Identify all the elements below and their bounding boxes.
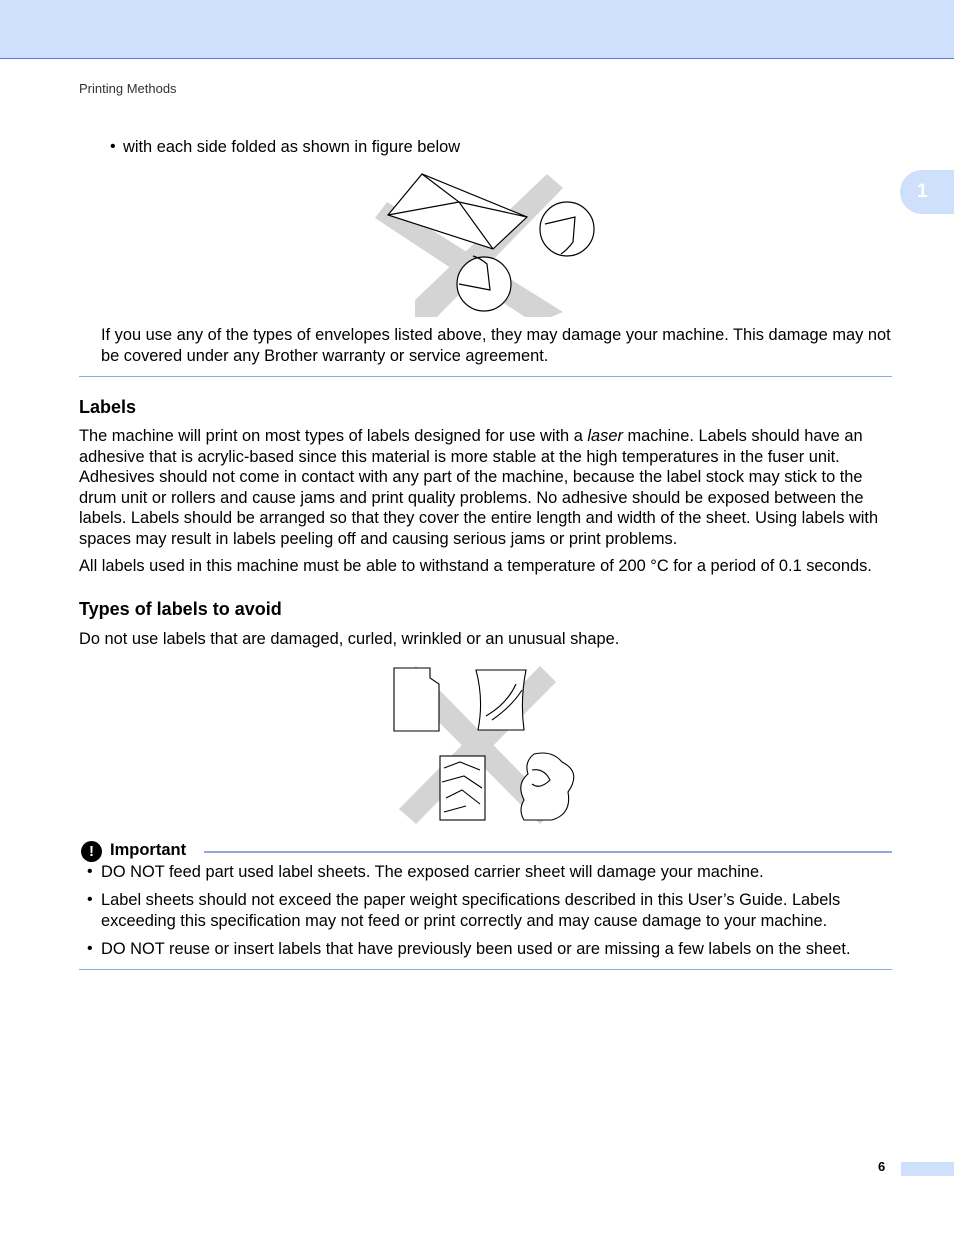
labels-text-emphasis: laser [587, 427, 623, 445]
chapter-tab [900, 170, 954, 214]
odd-shaped-label [521, 753, 574, 820]
damaged-labels-figure [392, 664, 582, 826]
important-end-rule [79, 969, 892, 970]
important-rule [204, 851, 892, 853]
labels-paragraph [79, 426, 894, 549]
section-divider [79, 376, 892, 377]
bullet-dot: • [87, 940, 93, 957]
page-number-bar [901, 1162, 954, 1176]
fold-detail-bottom [457, 257, 511, 311]
envelope-bullet-text: with each side folded as shown in figure below [123, 138, 461, 156]
important-item: DO NOT feed part used label sheets. The exposed carrier sheet will damage your machine. [101, 863, 764, 881]
folded-envelope-figure [375, 172, 600, 317]
labels-text-end: machine. Labels should have an adhesive that is acrylic-based since this material is more stable at the high temperatures in the fuser unit. Adhesives should not come in contact with any part of the machine, because the label stock may stick to the drum unit or rollers and cause jams and print quality problems. No adhesive should be exposed between the labels. Labels should be arranged so that they cover the entire length and width of the sheet. Using labels with spaces may result in labels peeling off and causing serious jams or print problems. [79, 427, 879, 548]
page-number: 6 [878, 1159, 886, 1174]
section-title: Printing Methods [79, 81, 177, 96]
important-item: DO NOT reuse or insert labels that have previously been used or are missing a few labels on the sheet. [101, 940, 851, 958]
chapter-number: 1 [917, 181, 928, 202]
bullet-dot: • [110, 138, 116, 155]
important-label: Important [110, 841, 187, 859]
important-item: Label sheets should not exceed the paper weight specifications described in this User’s Guide. Labels exceeding this specification may not feed or print correctly and may cause damage to your machine. [101, 891, 841, 930]
important-icon: ! [81, 841, 102, 862]
top-header-band [0, 0, 954, 59]
bullet-dot: • [87, 891, 93, 908]
curled-label [476, 670, 526, 730]
torn-label [394, 668, 439, 731]
labels-text-start: The machine will print on most types of labels designed for use with a [79, 427, 588, 445]
envelope-warning: If you use any of the types of envelopes listed above, they may damage your machine. This damage may not be covered under any Brother warranty or service agreement. [101, 326, 891, 365]
temperature-paragraph: All labels used in this machine must be able to withstand a temperature of 200 °C for a period of 0.1 seconds. [79, 557, 872, 575]
avoid-text: Do not use labels that are damaged, curled, wrinkled or an unusual shape. [79, 630, 620, 648]
fold-detail-right [540, 202, 594, 256]
bullet-dot: • [87, 863, 93, 880]
wrinkled-label [440, 756, 485, 820]
avoid-heading: Types of labels to avoid [79, 599, 282, 619]
labels-heading: Labels [79, 397, 137, 417]
